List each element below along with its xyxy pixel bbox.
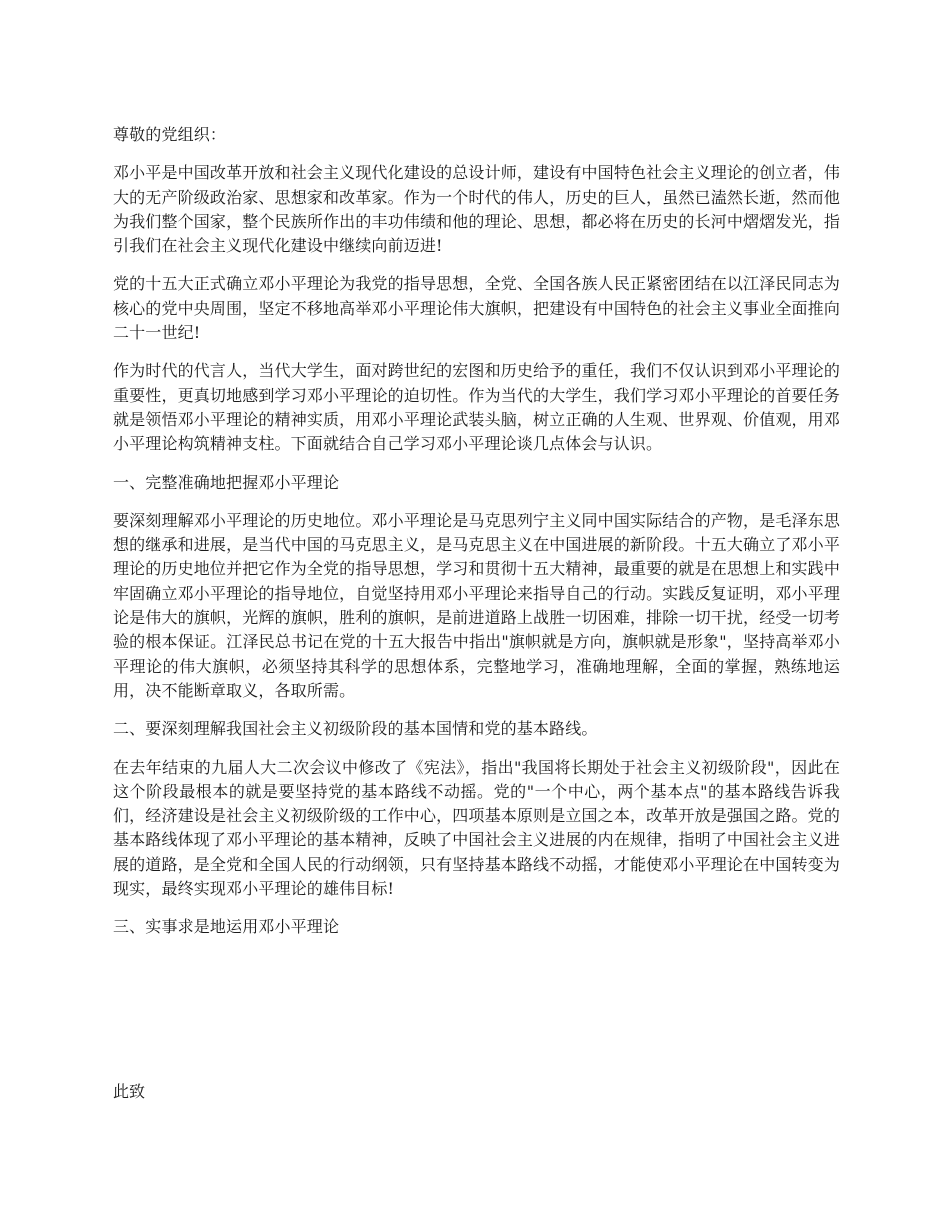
paragraph-basic-line: 在去年结束的九届人大二次会议中修改了《宪法》，指出"我国将长期处于社会主义初级阶段"，因此在这个阶段最根本的就是要坚持党的基本路线不动摇。党的"一个中心，两个基本点"的基本路线告诉我们，经济建设是社会主义初级阶级的工作中心，四项基本原则是立国之本，改革开放是强国之路。党的基本路线体现了邓小平理论的基本精神，反映了中国社会主义进展的内在规律，指明了中国社会主义进展的道路，是全党和全国人民的行动纲领，只有坚持基本路线不动摇，才能使邓小平理论在中国转变为现实，最终实现邓小平理论的雄伟目标! bbox=[113, 757, 840, 899]
paragraph-students: 作为时代的代言人，当代大学生，面对跨世纪的宏图和历史给予的重任，我们不仅认识到邓小平理论的重要性，更真切地感到学习邓小平理论的迫切性。作为当代的大学生，我们学习邓小平理论的首要任务就是领悟邓小平理论的精神实质，用邓小平理论武装头脑，树立正确的人生观、世界观、价值观，用邓小平理论构筑精神支柱。下面就结合自己学习邓小平理论谈几点体会与认识。 bbox=[113, 361, 840, 454]
paragraph-fifteenth-congress: 党的十五大正式确立邓小平理论为我党的指导思想，全党、全国各族人民正紧密团结在以江泽民同志为核心的党中央周围，坚定不移地高举邓小平理论伟大旗帜，把建设有中国特色的社会主义事业全面推向二十一世纪! bbox=[113, 274, 840, 343]
section-heading-1: 一、完整准确地把握邓小平理论 bbox=[113, 472, 340, 492]
closing: 此致 bbox=[113, 1082, 146, 1101]
letter-body bbox=[113, 123, 840, 954]
section-heading-3: 三、实事求是地运用邓小平理论 bbox=[113, 917, 340, 937]
greeting: 尊敬的党组织： bbox=[113, 125, 227, 144]
paragraph-historical-status: 要深刻理解邓小平理论的历史地位。邓小平理论是马克思列宁主义同中国实际结合的产物，是毛泽东思想的继承和进展，是当代中国的马克思主义，是马克思主义在中国进展的新阶段。十五大确立了邓小平理论的历史地位并把它作为全党的指导思想，学习和贯彻十五大精神，最重要的就是在思想上和实践中牢固确立邓小平理论的指导地位，自觉坚持用邓小平理论来指导自己的行动。实践反复证明，邓小平理论是伟大的旗帜，光辉的旗帜，胜利的旗帜，是前进道路上战胜一切困难，排除一切干扰，经受一切考验的根本保证。江泽民总书记在党的十五大报告中指出"旗帜就是方向，旗帜就是形象"，坚持高举邓小平理论的伟大旗帜，必须坚持其科学的思想体系，完整地学习，准确地理解，全面的掌握，熟练地运用，决不能断章取义，各取所需。 bbox=[113, 510, 840, 700]
paragraph-intro: 邓小平是中国改革开放和社会主义现代化建设的总设计师，建设有中国特色社会主义理论的创立者，伟大的无产阶级政治家、思想家和改革家。作为一个时代的伟人，历史的巨人，虽然已溘然长逝，然而他为我们整个国家，整个民族所作出的丰功伟绩和他的理论、思想，都必将在历史的长河中熠熠发光，指引我们在社会主义现代化建设中继续向前迈进! bbox=[113, 163, 840, 256]
section-heading-2: 二、要深刻理解我国社会主义初级阶段的基本国情和党的基本路线。 bbox=[113, 719, 598, 739]
